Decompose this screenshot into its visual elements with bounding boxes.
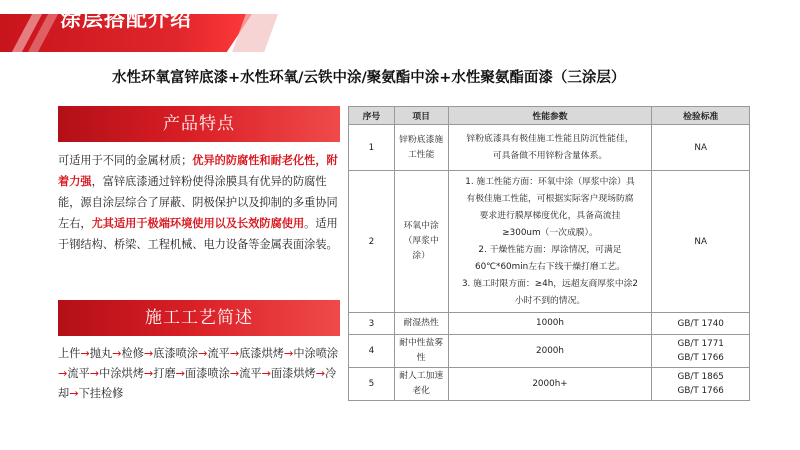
arrow-icon: →	[229, 367, 240, 380]
table-row	[349, 368, 750, 401]
process-step: 上件	[58, 347, 81, 360]
cell-param-line: 2000h+	[532, 378, 568, 389]
cell-param-line: 小时不到的情况。	[514, 295, 586, 306]
arrow-icon: →	[283, 347, 294, 360]
cell-standard-line: GB/T 1865	[677, 372, 724, 382]
process-description	[58, 344, 346, 404]
arrow-icon: →	[80, 347, 90, 360]
table-row	[349, 125, 750, 171]
cell-no: 1	[349, 125, 395, 171]
cell-item	[394, 335, 448, 368]
arrow-icon: →	[143, 347, 154, 360]
arrow-icon: →	[175, 367, 186, 380]
highlight-text: 尤其适用于极端环境使用以及长效防腐使用	[91, 217, 305, 230]
process-step: 冷却	[58, 367, 337, 400]
cell-param-line: 要求进行膜厚梯度优化，具备高流挂	[479, 210, 621, 221]
cell-standard-line: GB/T 1766	[677, 353, 724, 363]
table-row	[349, 171, 750, 313]
process-step: 中涂烘烤	[99, 367, 144, 380]
cell-param-line: ≥300um（一次成膜）。	[502, 227, 598, 238]
process-step: 流平	[239, 367, 262, 380]
cell-param	[448, 368, 652, 401]
cell-param-line: 1. 施工性能方面：环氧中涂（厚浆中涂）具	[465, 176, 635, 187]
process-step: 面漆烘烤	[270, 367, 316, 380]
cell-standard	[652, 313, 750, 335]
cell-standard-line: NA	[694, 142, 708, 153]
cell-item-line: 工性能	[407, 149, 435, 160]
cell-param	[448, 313, 652, 335]
cell-item-line: 性	[416, 353, 426, 363]
process-step: 底漆烘烤	[239, 347, 284, 360]
cell-item-line: 老化	[412, 386, 430, 396]
arrow-icon: →	[143, 367, 154, 380]
table-row	[349, 313, 750, 335]
features-description	[58, 150, 346, 255]
arrow-icon: →	[112, 347, 122, 360]
description-text: 可适用于不同的金属材质；	[58, 154, 193, 167]
cell-item-line: 耐湿热性	[403, 318, 439, 328]
cell-no: 4	[349, 335, 395, 368]
cell-standard	[652, 368, 750, 401]
arrow-icon: →	[58, 367, 68, 380]
cell-param-line: 2. 干燥性能方面：厚涂情况，可满足	[478, 244, 622, 255]
arrow-icon: →	[261, 367, 271, 380]
process-step: 流平	[207, 347, 230, 360]
cell-item-line: 锌粉底漆施	[399, 134, 444, 145]
arrow-icon: →	[229, 347, 240, 360]
cell-no: 5	[349, 368, 395, 401]
header-no: 序号	[349, 107, 395, 125]
cell-item-line: 环氧中涂	[403, 221, 439, 231]
process-step: 中涂喷涂	[293, 347, 339, 360]
header-param: 性能参数	[448, 107, 652, 125]
cell-param-line: 有极佳施工性能，可根据实际客户现场防腐	[466, 193, 634, 204]
cell-param	[448, 125, 652, 171]
arrow-icon: →	[315, 367, 326, 380]
table-header-row	[349, 107, 750, 125]
cell-standard	[652, 125, 750, 171]
arrow-icon: →	[89, 367, 100, 380]
cell-param	[448, 335, 652, 368]
process-step: 面漆喷涂	[185, 367, 230, 380]
cell-standard-line: NA	[694, 236, 708, 247]
header-title: 涂层搭配介绍	[60, 7, 192, 31]
process-step: 抛丸	[89, 347, 113, 360]
cell-item	[394, 368, 448, 401]
cell-item	[394, 125, 448, 171]
cell-item-line: （厚浆中涂）	[403, 236, 439, 261]
process-step: 流平	[67, 367, 90, 380]
cell-standard	[652, 335, 750, 368]
cell-no: 3	[349, 313, 395, 335]
cell-item	[394, 171, 448, 313]
table-row	[349, 335, 750, 368]
cell-item-line: 耐人工加速	[399, 371, 444, 381]
cell-standard	[652, 171, 750, 313]
process-step: 底漆喷涂	[153, 347, 199, 360]
cell-standard-line: GB/T 1740	[677, 318, 724, 329]
cell-no: 2	[349, 171, 395, 313]
highlight-text: 优异的防腐性和耐老化性，附着力强	[58, 154, 338, 188]
cell-item-line: 耐中性盐雾	[399, 338, 444, 348]
description-text: 。适用于钢结构、桥梁、工程机械、电力设备等金属表面涂装。	[58, 217, 338, 251]
process-step: 下挂检修	[78, 387, 124, 400]
header-item: 项目	[394, 107, 448, 125]
header-standard: 检验标准	[652, 107, 750, 125]
cell-param	[448, 171, 652, 313]
page-title: 水性环氧富锌底漆+水性环氧/云铁中涂/聚氨酯中涂+水性聚氨酯面漆（三涂层）	[112, 70, 626, 86]
features-heading: 产品特点	[58, 106, 340, 142]
cell-param-line: 60℃*60min左右下线干燥打磨工艺。	[474, 261, 626, 272]
process-heading: 施工工艺简述	[58, 300, 340, 336]
cell-item	[394, 313, 448, 335]
process-step: 打磨	[153, 367, 176, 380]
description-text: ，富锌底漆通过锌粉使得涂膜具有优异的防腐性能，源自涂层综合了屏蔽、阴极保护以及抑制的多重协同左右，	[58, 175, 338, 230]
arrow-icon: →	[69, 387, 79, 400]
cell-param-line: 1000h	[536, 318, 564, 328]
cell-standard-line: GB/T 1766	[677, 386, 724, 396]
arrow-icon: →	[198, 347, 208, 360]
cell-param-line: 3. 施工时限方面：≥4h，远超友商厚浆中涂2	[461, 278, 639, 289]
process-step: 检修	[121, 347, 144, 360]
cell-param-line: 2000h	[536, 345, 564, 356]
cell-standard-line: GB/T 1771	[677, 339, 724, 349]
cell-param-line: 可具备做不用锌粉含量体系。	[492, 150, 608, 161]
performance-table	[348, 106, 750, 401]
cell-param-line: 锌粉底漆具有极佳施工性能且防沉性能佳，	[466, 133, 634, 144]
